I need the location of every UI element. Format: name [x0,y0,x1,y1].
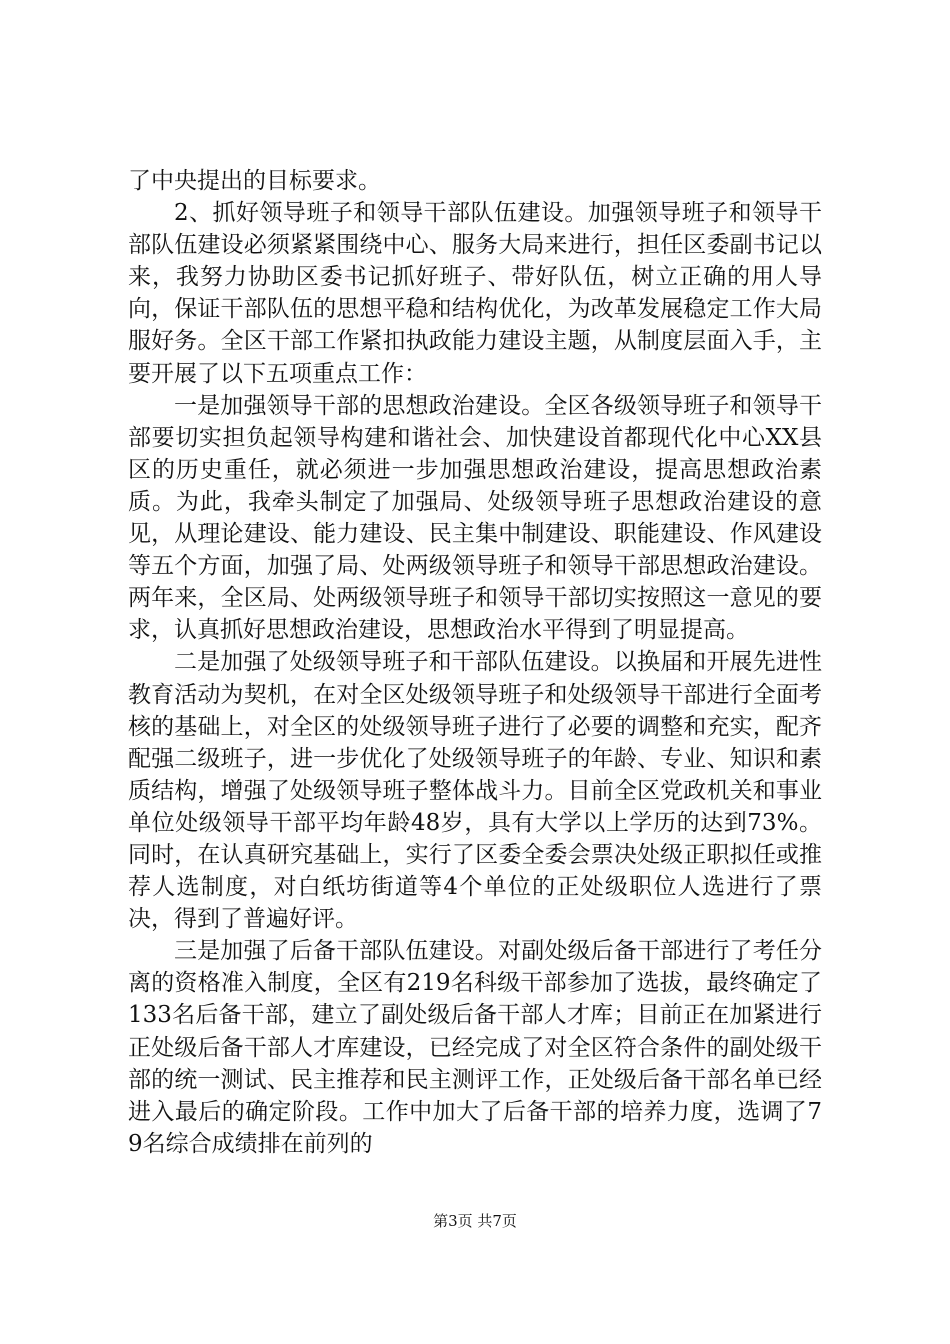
document-body [128,165,822,1160]
page-footer [0,1210,950,1231]
paragraph-1: 了中央提出的目标要求。 [128,168,381,194]
paragraph-3: 一是加强领导干部的思想政治建设。全区各级领导班子和领导干部要切实担负起领导构建和谐社会、加快建设首都现代化中心XX县区的历史重任，就必须进一步加强思想政治建设，提高思想政治素质。为此，我牵头制定了加强局、处级领导班子思想政治建设的意见，从理论建设、能力建设、民主集中制建设、职能建设、作风建设等五个方面，加强了局、处两级领导班子和领导干部思想政治建设。两年来，全区局、处两级领导班子和领导干部切实按照这一意见的要求，认真抓好思想政治建设，思想政治水平得到了明显提高。 [128,392,822,644]
paragraph-2: 2、抓好领导班子和领导干部队伍建设。加强领导班子和领导干部队伍建设必须紧紧围绕中心、服务大局来进行，担任区委副书记以来，我努力协助区委书记抓好班子、带好队伍，树立正确的用人导向，保证干部队伍的思想平稳和结构优化，为改革发展稳定工作大局服好务。全区干部工作紧扣执政能力建设主题，从制度层面入手，主要开展了以下五项重点工作： [128,200,822,387]
page-number: 第3页 共7页 [433,1212,517,1230]
paragraph-4: 二是加强了处级领导班子和干部队伍建设。以换届和开展先进性教育活动为契机，在对全区处级领导班子和处级领导干部进行全面考核的基础上，对全区的处级领导班子进行了必要的调整和充实，配齐配强二级班子，进一步优化了处级领导班子的年龄、专业、知识和素质结构，增强了处级领导班子整体战斗力。目前全区党政机关和事业单位处级领导干部平均年龄48岁，具有大学以上学历的达到73%。同时，在认真研究基础上，实行了区委全委会票决处级正职拟任或推荐人选制度，对白纸坊街道等4个单位的正处级职位人选进行了票决，得到了普遍好评。 [128,649,822,933]
paragraph-5: 三是加强了后备干部队伍建设。对副处级后备干部进行了考任分离的资格准入制度，全区有219名科级干部参加了选拔，最终确定了133名后备干部，建立了副处级后备干部人才库；目前正在加紧进行正处级后备干部人才库建设，已经完成了对全区符合条件的副处级干部的统一测试、民主推荐和民主测评工作，正处级后备干部名单已经进入最后的确定阶段。工作中加大了后备干部的培养力度，选调了79名综合成绩排在前列的 [128,938,822,1157]
